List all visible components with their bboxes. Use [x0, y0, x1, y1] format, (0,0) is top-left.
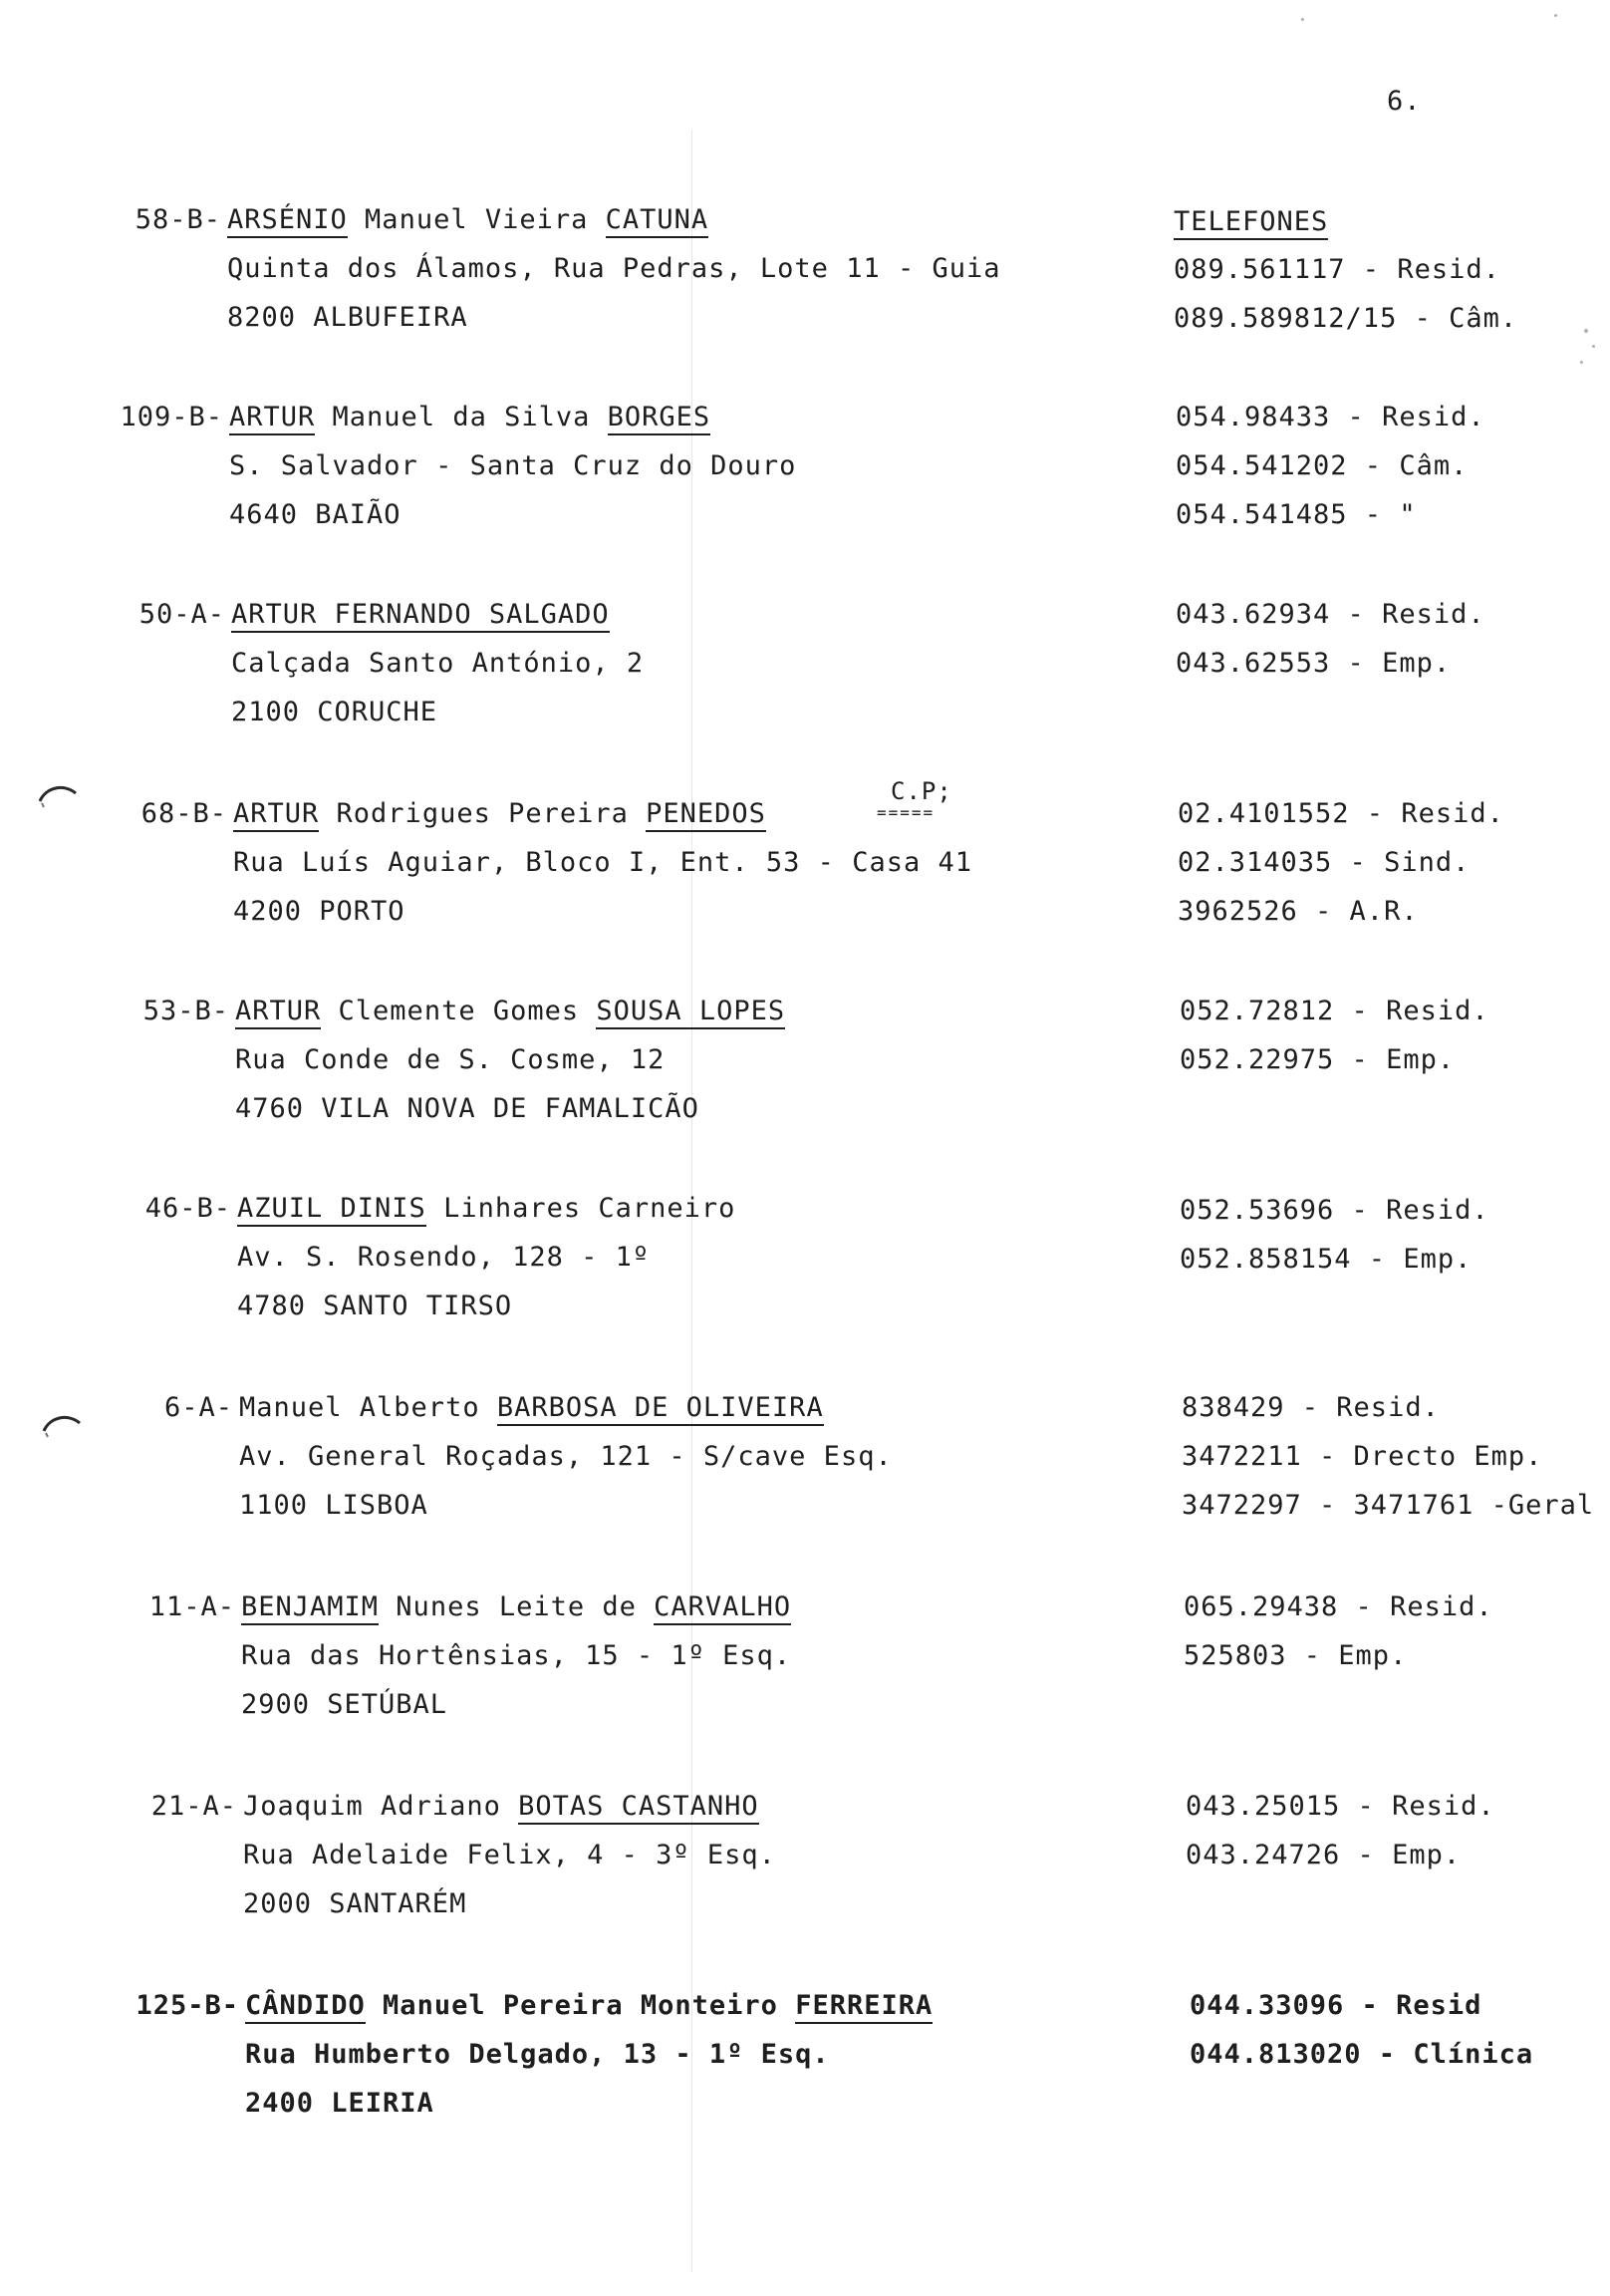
phone-line: 043.25015 - Resid.	[1186, 1791, 1495, 1822]
name-part: ARTUR	[233, 798, 319, 832]
entry-code: 53-B-	[142, 996, 229, 1026]
entry-city: 2400 LEIRIA	[245, 2088, 434, 2119]
scan-speck	[1301, 18, 1304, 21]
phone-line: 054.541485 - "	[1176, 499, 1417, 530]
entry-name-line	[144, 1184, 736, 1233]
name-part: PENEDOS	[646, 798, 766, 832]
scan-speck	[1592, 345, 1595, 348]
entry-phones	[1184, 1582, 1493, 1680]
name-part: FERREIRA	[795, 1990, 933, 2024]
entry-name-line	[142, 987, 786, 1035]
name-part: BORGES	[608, 402, 711, 435]
entry-city: 4640 BAIÃO	[229, 499, 402, 530]
entry-city: 4760 VILA NOVA DE FAMALICÃO	[235, 1093, 699, 1124]
entry-code: 46-B-	[144, 1193, 231, 1224]
entry-address: Rua Adelaide Felix, 4 - 3º Esq.	[243, 1840, 776, 1870]
name-part: Manuel Vieira	[347, 204, 606, 235]
phones-header-label: TELEFONES	[1174, 206, 1328, 240]
phone-line: 3472297 - 3471761 -Geral	[1182, 1490, 1595, 1521]
entry-code: 68-B-	[140, 798, 227, 829]
directory-entry	[163, 1383, 893, 1530]
phone-line: 838429 - Resid.	[1182, 1392, 1440, 1423]
phone-line: 089.561117 - Resid.	[1174, 254, 1500, 285]
entry-city: 2900 SETÚBAL	[241, 1689, 448, 1720]
entry-name-line	[140, 777, 972, 838]
phone-line: 3472211 - Drecto Emp.	[1182, 1441, 1543, 1472]
directory-entry	[148, 1582, 792, 1729]
entry-city: 4780 SANTO TIRSO	[237, 1291, 513, 1321]
phone-line: 054.98433 - Resid.	[1176, 402, 1485, 432]
hole-punch-mark-icon	[36, 779, 80, 809]
entry-city: 2100 CORUCHE	[231, 697, 438, 727]
directory-entry	[150, 1782, 776, 1928]
name-part: ARTUR	[229, 402, 315, 435]
scan-speck	[1584, 329, 1588, 333]
entry-phones	[1180, 987, 1489, 1084]
entry-phones	[1178, 789, 1504, 936]
directory-entry	[140, 777, 972, 936]
name-part: Manuel Pereira Monteiro	[365, 1990, 796, 2021]
entry-phones	[1180, 1186, 1489, 1284]
hole-punch-mark-icon	[40, 1409, 84, 1439]
phone-line: 052.72812 - Resid.	[1180, 996, 1489, 1026]
phone-line: 043.62553 - Emp.	[1176, 648, 1452, 679]
directory-entry	[142, 987, 786, 1133]
directory-entry	[120, 393, 797, 539]
directory-entry	[144, 1184, 736, 1330]
entry-city: 2000 SANTARÉM	[243, 1888, 467, 1919]
entry-address: Rua Luís Aguiar, Bloco I, Ent. 53 - Casa 41	[233, 847, 972, 878]
entry-address: Rua Conde de S. Cosme, 12	[235, 1044, 666, 1075]
name-part: BENJAMIM	[241, 1591, 379, 1625]
directory-entry	[138, 590, 645, 736]
name-part: CATUNA	[606, 204, 709, 238]
entry-phones	[1174, 245, 1517, 343]
name-part: BOTAS CASTANHO	[518, 1791, 759, 1825]
name-part: Manuel da Silva	[315, 402, 608, 432]
name-part: SOUSA LOPES	[596, 996, 785, 1029]
entry-code: 58-B-	[134, 204, 221, 235]
name-part: CARVALHO	[654, 1591, 791, 1625]
scan-speck	[1554, 14, 1557, 17]
page-number: 6.	[1387, 86, 1422, 117]
entry-phones	[1186, 1782, 1495, 1879]
entry-name-line	[148, 1582, 792, 1631]
name-part: CÂNDIDO	[245, 1990, 366, 2024]
entry-name-line	[120, 393, 796, 441]
entry-address: Av. S. Rosendo, 128 - 1º	[237, 1242, 651, 1273]
name-part: Rodrigues Pereira	[319, 798, 647, 829]
phone-line: 3962526 - A.R.	[1178, 896, 1419, 927]
phone-line: 052.53696 - Resid.	[1180, 1195, 1489, 1226]
entry-name-line	[138, 590, 644, 639]
cp-note: C.P;	[891, 777, 952, 805]
phone-line: 052.22975 - Emp.	[1180, 1044, 1456, 1075]
phone-line: 052.858154 - Emp.	[1180, 1244, 1473, 1275]
name-part: ARTUR FERNANDO SALGADO	[231, 599, 610, 633]
name-part: ARTUR	[235, 996, 321, 1029]
name-part: Joaquim Adriano	[243, 1791, 519, 1822]
entry-city: 4200 PORTO	[233, 896, 405, 927]
phone-line: 044.33096 - Resid	[1190, 1990, 1482, 2021]
name-part: AZUIL DINIS	[237, 1193, 426, 1227]
entry-address: Quinta dos Álamos, Rua Pedras, Lote 11 - Guia	[227, 253, 1001, 284]
name-part: BARBOSA DE OLIVEIRA	[497, 1392, 824, 1426]
entry-code: 21-A-	[150, 1791, 237, 1822]
entry-address: Av. General Roçadas, 121 - S/cave Esq.	[239, 1441, 893, 1472]
directory-entry	[135, 1981, 934, 2128]
cp-note-underline: =====	[877, 803, 936, 822]
directory-entry	[134, 195, 1001, 342]
scan-speck	[1580, 361, 1583, 364]
entry-code: 109-B-	[120, 402, 223, 432]
name-part: Clemente Gomes	[321, 996, 597, 1026]
entry-name-line	[135, 1981, 934, 2030]
phone-line: 054.541202 - Câm.	[1176, 450, 1469, 481]
phones-header	[1174, 197, 1328, 246]
name-part: Linhares Carneiro	[425, 1193, 736, 1224]
phone-line: 02.4101552 - Resid.	[1178, 798, 1504, 829]
name-part: Nunes Leite de	[379, 1591, 655, 1622]
entry-phones	[1190, 1981, 1533, 2079]
phone-line: 065.29438 - Resid.	[1184, 1591, 1493, 1622]
name-part: Manuel Alberto	[239, 1392, 497, 1423]
phone-line: 043.62934 - Resid.	[1176, 599, 1485, 630]
entry-address: Rua Humberto Delgado, 13 - 1º Esq.	[245, 2039, 830, 2070]
phone-line: 02.314035 - Sind.	[1178, 847, 1471, 878]
entry-address: S. Salvador - Santa Cruz do Douro	[229, 450, 797, 481]
entry-code: 11-A-	[148, 1591, 235, 1622]
entry-phones	[1182, 1383, 1594, 1530]
entry-code: 6-A-	[163, 1392, 233, 1423]
phone-line: 089.589812/15 - Câm.	[1174, 303, 1518, 334]
entry-phones	[1176, 590, 1485, 688]
phone-line: 043.24726 - Emp.	[1186, 1840, 1462, 1870]
name-part: ARSÉNIO	[227, 204, 348, 238]
entry-address: Rua das Hortênsias, 15 - 1º Esq.	[241, 1640, 792, 1671]
entry-name-line	[134, 195, 1001, 244]
entry-phones	[1176, 393, 1485, 539]
entry-name-line	[150, 1782, 776, 1831]
phone-line: 525803 - Emp.	[1184, 1640, 1408, 1671]
entry-code: 50-A-	[138, 599, 225, 630]
entry-address: Calçada Santo António, 2	[231, 648, 645, 679]
phone-line: 044.813020 - Clínica	[1190, 2039, 1534, 2070]
entry-name-line	[163, 1383, 893, 1432]
entry-city: 1100 LISBOA	[239, 1490, 428, 1521]
entry-code: 125-B-	[135, 1990, 239, 2021]
entry-city: 8200 ALBUFEIRA	[227, 302, 468, 333]
